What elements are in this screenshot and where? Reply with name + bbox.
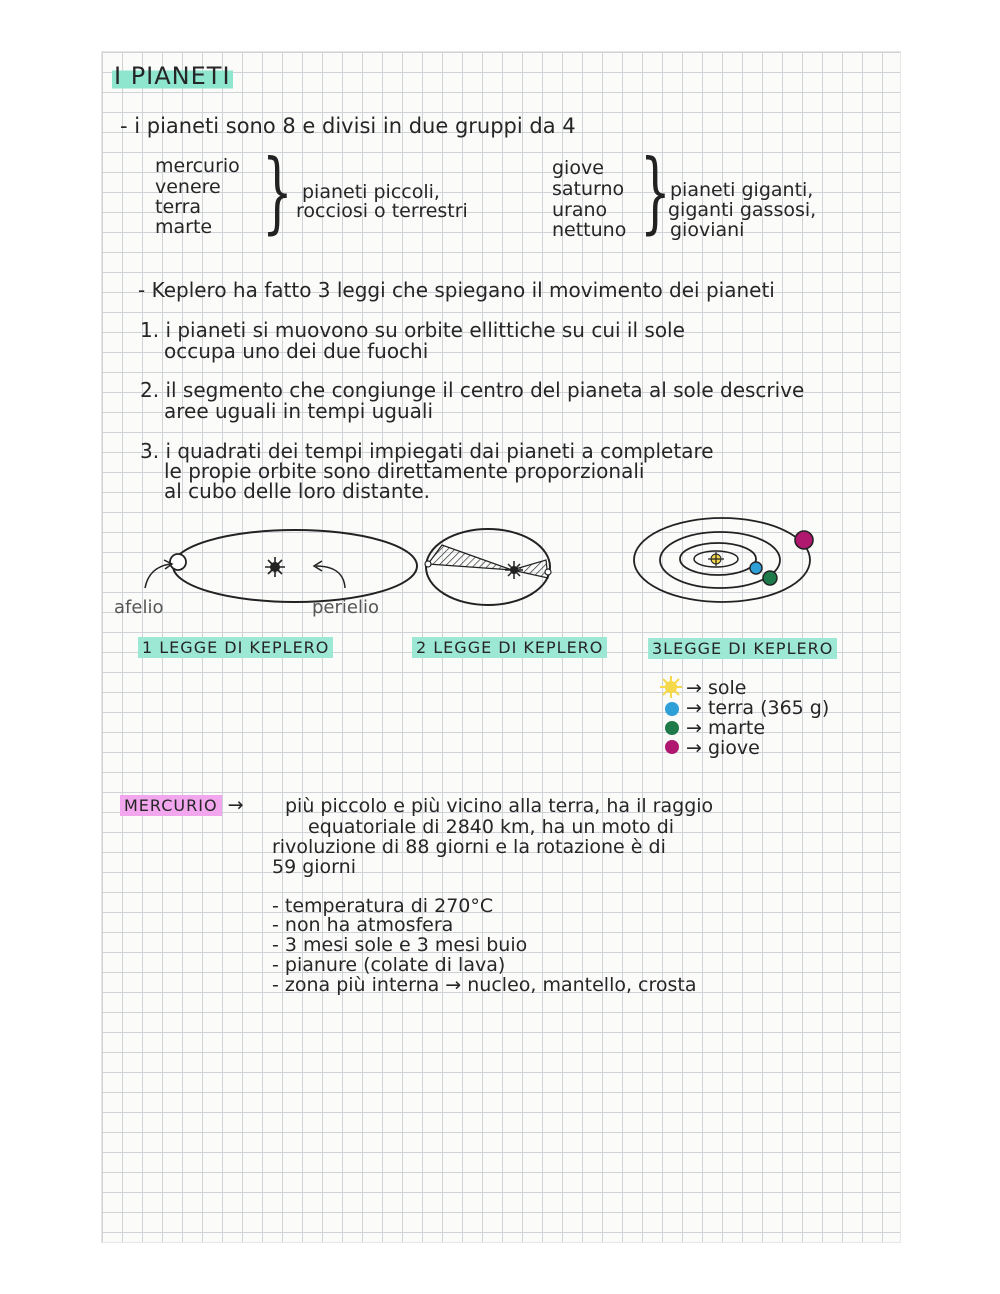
diagram-third-law: [630, 510, 830, 610]
intro-text: - i pianeti sono 8 e divisi in due gruppi da 4: [120, 114, 576, 138]
planet-circle: [545, 569, 551, 575]
giant-planets-desc: gioviani: [670, 219, 745, 241]
small-planets-desc: rocciosi o terrestri: [296, 200, 468, 222]
mercury-heading: [120, 795, 244, 816]
afelio-label: afelio: [114, 597, 164, 618]
mercury-fact: - zona più interna → nucleo, mantello, crosta: [272, 974, 697, 996]
small-planet: marte: [155, 216, 213, 238]
arrow-icon: →: [227, 794, 244, 816]
small-planet: mercurio: [155, 155, 240, 177]
mercury-fact: - pianure (colate di lava): [272, 954, 506, 976]
perielio-label: perielio: [312, 597, 379, 618]
giant-planet: urano: [552, 199, 608, 221]
sun-icon: [505, 561, 523, 579]
legend-sun-label: → sole: [686, 677, 747, 699]
small-planet: terra: [155, 196, 202, 218]
mars-dot: [665, 721, 679, 735]
law-3-line: al cubo delle loro distante.: [164, 479, 431, 503]
law-title-1-text: 1 LEGGE DI KEPLERO: [138, 637, 333, 658]
sun-icon: [708, 552, 724, 566]
planet-circle: [425, 561, 431, 567]
jupiter-dot: [795, 531, 813, 549]
giant-planet: nettuno: [552, 219, 627, 241]
sun-icon: [660, 676, 682, 698]
law-1-line: occupa uno dei due fuochi: [164, 339, 429, 363]
law-3-line: 3. i quadrati dei tempi impiegati dai pianeti a completare: [140, 439, 714, 463]
mercury-line: rivoluzione di 88 giorni e la rotazione è di: [272, 836, 666, 858]
planet-circle: [170, 554, 186, 570]
sun-icon: [265, 557, 285, 577]
legend-earth-label: → terra (365 g): [686, 697, 830, 719]
title-text: I PIANETI: [114, 62, 231, 90]
law-1-line: 1. i pianeti si muovono su orbite ellittiche su cui il sole: [140, 318, 685, 342]
orbit-ellipse: [173, 530, 417, 602]
law-title-2: [412, 637, 607, 658]
kepler-intro: - Keplero ha fatto 3 leggi che spiegano il movimento dei pianeti: [138, 278, 775, 302]
giant-planet: giove: [552, 157, 604, 179]
small-planets-desc: pianeti piccoli,: [302, 181, 440, 203]
giant-planets-desc: pianeti giganti,: [670, 179, 814, 201]
diagram-second-law: [420, 520, 560, 610]
legend-jupiter-label: → giove: [686, 737, 760, 759]
jupiter-dot: [665, 740, 679, 754]
small-planet: venere: [155, 176, 221, 198]
law-title-3-text: 3LEGGE DI KEPLERO: [648, 638, 837, 659]
giant-planet: saturno: [552, 178, 625, 200]
mars-dot: [763, 571, 777, 585]
law-2-line: 2. il segmento che congiunge il centro del pianeta al sole descrive: [140, 378, 805, 402]
giant-planets-brace: }: [640, 140, 671, 243]
mercury-fact: - 3 mesi sole e 3 mesi buio: [272, 934, 528, 956]
earth-dot: [665, 702, 679, 716]
mercury-line: più piccolo e più vicino alla terra, ha il raggio: [285, 795, 714, 817]
page-title: [112, 62, 233, 90]
earth-dot: [750, 562, 762, 574]
mercury-fact: - non ha atmosfera: [272, 914, 454, 936]
swept-area-left: [428, 545, 512, 570]
law-title-1: [138, 637, 333, 658]
law-3-line: le propie orbite sono direttamente proporzionali: [164, 459, 645, 483]
giant-planets-desc: giganti gassosi,: [668, 199, 817, 221]
mercury-fact: - temperatura di 270°C: [272, 895, 494, 917]
legend-mars-label: → marte: [686, 717, 766, 739]
mercury-line: equatoriale di 2840 km, ha un moto di: [308, 816, 675, 838]
law-title-2-text: 2 LEGGE DI KEPLERO: [412, 637, 607, 658]
small-planets-brace: }: [262, 140, 293, 243]
mercury-line: 59 giorni: [272, 856, 356, 878]
law-title-3: [648, 638, 837, 659]
mercury-heading-text: MERCURIO: [120, 795, 222, 816]
law-2-line: aree uguali in tempi uguali: [164, 399, 434, 423]
